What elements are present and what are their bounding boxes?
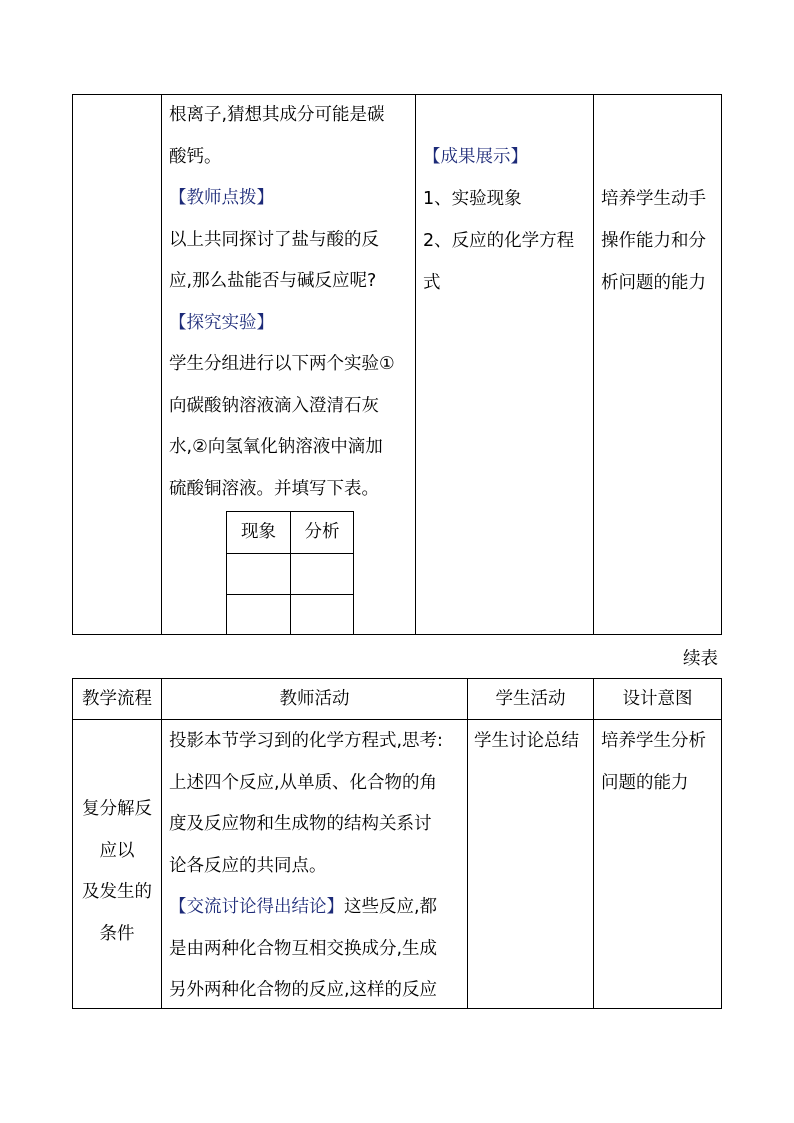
text-line: 向碳酸钠溶液滴入澄清石灰 [169,395,379,416]
text-line: 上述四个反应,从单质、化合物的角 [169,772,438,793]
column-divider [161,95,162,634]
activity-table-1 [72,94,722,635]
header-analysis: 分析 [304,522,340,542]
column-divider [593,95,594,634]
header-design-intent: 设计意图 [622,689,693,709]
text-line: 条件 [99,923,135,944]
text-line: 酸钙。 [169,146,222,167]
text-line: 应以 [99,840,135,861]
column-divider [467,679,468,1008]
text-line: 复分解反 [82,799,152,819]
text-line: 2、反应的化学方程 [423,231,575,251]
text-line: 以上共同探讨了盐与酸的反 [169,229,379,250]
text-line: 是由两种化合物互相交换成分,生成 [169,938,438,959]
text-line: 论各反应的共同点。 [169,855,327,876]
row-divider [227,594,353,595]
text-line: 投影本节学习到的化学方程式,思考: [169,731,443,751]
section-heading-results: 【成果展示】 [423,147,528,167]
continued-label: 续表 [683,649,718,669]
text-line: 水,②向氢氧化钠溶液中滴加 [169,437,383,457]
observation-table [226,511,354,635]
activity-table-2 [72,678,722,1009]
text-line: 培养学生分析 [601,731,706,751]
text-line: 析问题的能力 [601,273,706,293]
text-line: 操作能力和分 [601,231,706,251]
text-line: 另外两种化合物的反应,这样的反应 [169,980,438,1000]
column-divider [593,679,594,1008]
header-student-activity: 学生活动 [495,689,566,709]
section-heading-experiment: 【探究实验】 [169,312,274,333]
header-teaching-process: 教学流程 [82,689,152,709]
column-divider [161,679,162,1008]
text-line: 培养学生动手 [601,189,706,209]
header-phenomenon: 现象 [241,522,276,542]
section-heading-discussion: 【交流讨论得出结论】 [169,897,344,917]
text-line: 度及反应物和生成物的结构关系讨 [169,814,432,834]
text-line: 1、实验现象 [423,189,522,209]
text-line: 应,那么盐能否与碱反应呢? [169,271,377,291]
text-line: 学生分组进行以下两个实验① [169,354,395,374]
text-span: 这些反应,都 [344,897,438,917]
text-line: 问题的能力 [601,772,689,793]
text-line: 学生讨论总结 [474,731,579,751]
header-teacher-activity: 教师活动 [279,689,350,709]
text-line: 硫酸铜溶液。并填写下表。 [169,478,379,499]
column-divider [415,95,416,634]
row-divider [227,553,353,554]
text-line: 及发生的 [82,882,152,902]
process-cell [73,789,161,955]
section-heading-teacher-guide: 【教师点拨】 [169,188,274,208]
text-line-discussion [169,887,437,929]
text-line: 根离子,猜想其成分可能是碳 [169,105,385,125]
header-divider [73,719,721,720]
text-line: 式 [423,273,441,293]
